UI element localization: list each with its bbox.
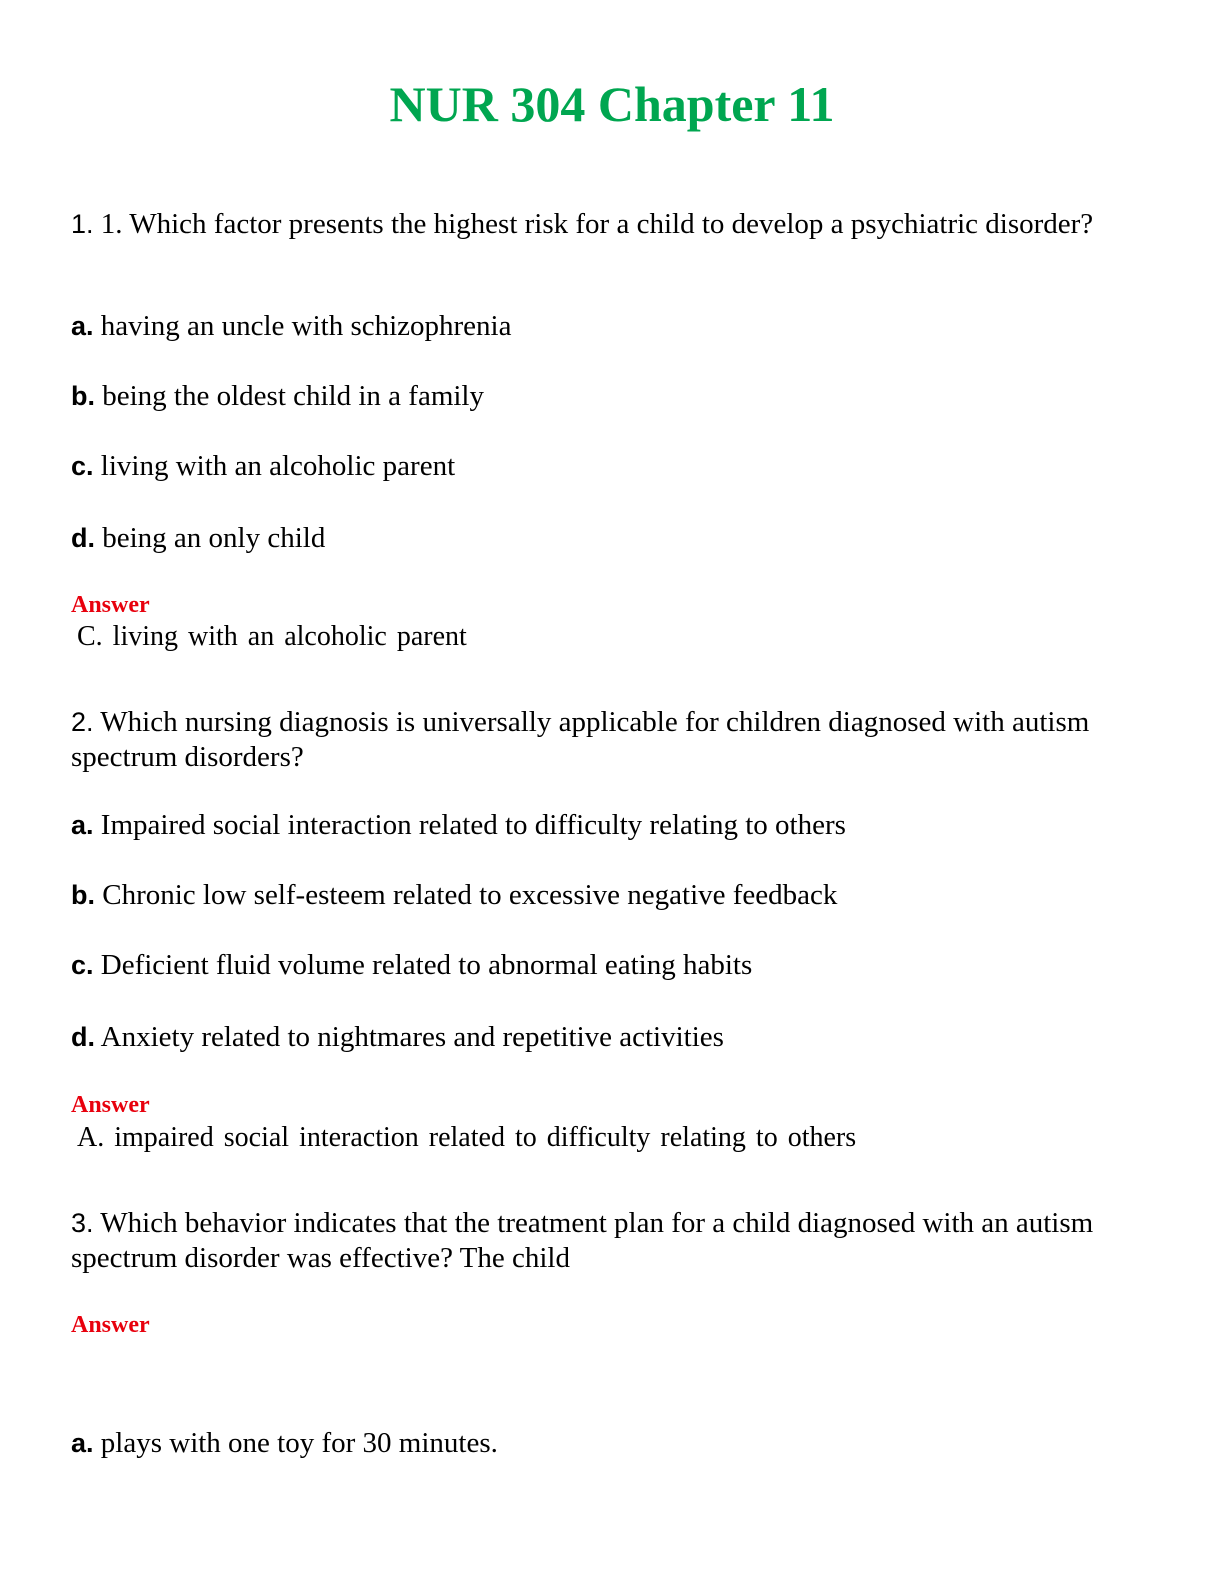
answer-text: C. living with an alcoholic parent <box>77 621 467 652</box>
option-1d <box>71 521 325 556</box>
option-text: Impaired social interaction related to difficulty relating to others <box>100 809 846 841</box>
option-letter: b. <box>71 381 95 411</box>
document-title: NUR 304 Chapter 11 <box>389 76 835 132</box>
option-1c <box>71 449 455 484</box>
question-3 <box>71 1206 1151 1276</box>
question-1 <box>71 207 1151 242</box>
answer-text: A. impaired social interaction related to difficulty relating to others <box>77 1122 857 1153</box>
option-2d <box>71 1020 724 1055</box>
option-letter: a. <box>71 810 94 840</box>
option-letter: a. <box>71 311 94 341</box>
option-letter: d. <box>71 523 95 553</box>
option-text: having an uncle with schizophrenia <box>100 310 512 342</box>
option-text: Anxiety related to nightmares and repetitive activities <box>100 1021 724 1053</box>
option-1b <box>71 379 484 414</box>
option-2b <box>71 878 837 913</box>
option-text: living with an alcoholic parent <box>100 450 456 482</box>
answer-label: Answer <box>71 592 150 618</box>
question-number: 3. <box>71 1208 94 1238</box>
option-letter: a. <box>71 1428 94 1458</box>
option-3a <box>71 1426 498 1461</box>
option-letter: c. <box>71 950 94 980</box>
question-number: 2. <box>71 707 94 737</box>
question-text: 1. Which factor presents the highest risk for a child to develop a psychiatric disorder? <box>100 208 1094 240</box>
option-letter: d. <box>71 1022 95 1052</box>
answer-label: Answer <box>71 1312 150 1338</box>
question-2 <box>71 705 1151 775</box>
option-text: being the oldest child in a family <box>102 380 484 412</box>
question-text: Which nursing diagnosis is universally applicable for children diagnosed with autism spectrum disorders? <box>71 706 1090 773</box>
option-1a <box>71 309 511 344</box>
option-text: being an only child <box>102 522 326 554</box>
question-number: 1. <box>71 209 94 239</box>
option-2c <box>71 948 752 983</box>
answer-label: Answer <box>71 1092 150 1118</box>
question-text: Which behavior indicates that the treatment plan for a child diagnosed with an autism spectrum disorder was effective? The child <box>71 1207 1094 1274</box>
option-text: plays with one toy for 30 minutes. <box>100 1427 498 1459</box>
option-text: Chronic low self-esteem related to excessive negative feedback <box>102 879 838 911</box>
option-2a <box>71 808 846 843</box>
option-text: Deficient fluid volume related to abnormal eating habits <box>100 949 753 981</box>
option-letter: c. <box>71 451 94 481</box>
option-letter: b. <box>71 880 95 910</box>
